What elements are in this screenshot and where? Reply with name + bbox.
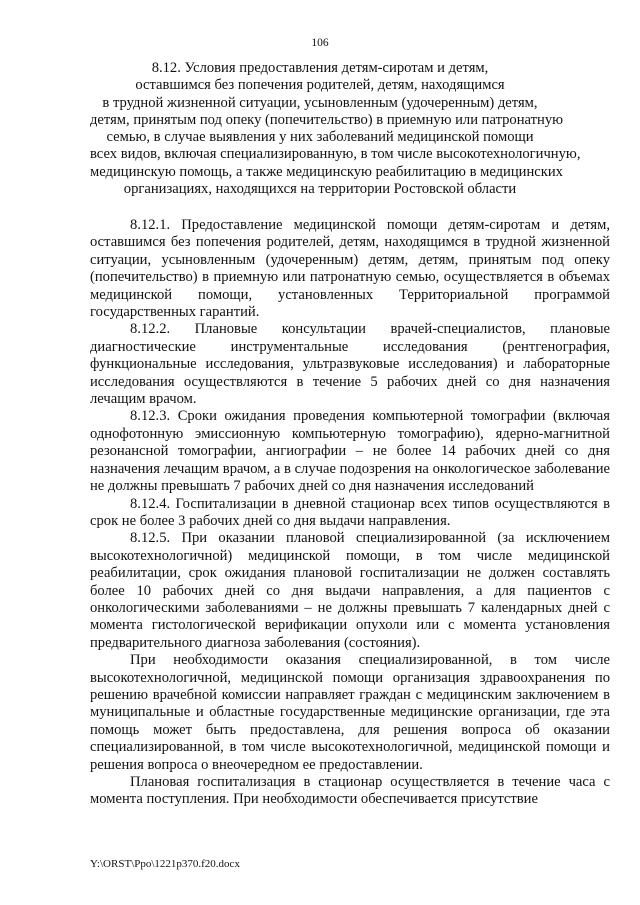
section-heading — [90, 60, 581, 198]
paragraph-8-12-5: 8.12.5. При оказании плановой специализированной (за исключением высокотехнологичной) медицинской помощи, в том числе медицинской реабилитации, срок ожидания плановой госпитализации не должен составлять более 10 рабочих дней со дня выдачи направления, а для пациентов с онкологическими заболеваниями – не должны превышать 7 календарных дней с момента гистологической верификации опухоли или с момента установления предварительного диагноза заболевания (состояния). — [90, 530, 610, 651]
paragraph-8-12-2: 8.12.2. Плановые консультации врачей-специалистов, плановые диагностические инструментальные исследования (рентгенография, функциональные исследования, ультразвуковые исследования) и лабораторные исследования осуществляются в течение 5 рабочих дней со дня назначения лечащим врачом. — [90, 321, 610, 408]
footer-file-path: Y:\ORST\Ppo\1221p370.f20.docx — [90, 858, 240, 870]
paragraph-8-12-3: 8.12.3. Сроки ожидания проведения компьютерной томографии (включая однофотонную эмиссионную компьютерную томографию), ядерно-магнитной резонансной томографии, ангиографии – не более 14 рабочих дней со дня назначения лечащим врачом, а в случае подозрения на онкологическое заболевание не должны превышать 7 рабочих дней со дня назначения исследований — [90, 408, 610, 495]
heading-line: медицинскую помощь, а также медицинскую реабилитацию в медицинских — [90, 163, 563, 180]
paragraph-8-12-4: 8.12.4. Госпитализации в дневной стационар всех типов осуществляются в срок не более 3 рабочих дней со дня выдачи направления. — [90, 495, 610, 529]
heading-line: организациях, находящихся на территории Ростовской области — [123, 181, 517, 198]
page-number: 106 — [311, 37, 329, 49]
paragraph-referral: При необходимости оказания специализированной, в том числе высокотехнологичной, медицинской помощи организация здравоохранения по решению врачебной комиссии направляет граждан с медицинским заключением в муниципальные и областные государственные медицинские организации, где эта помощь может быть предоставлена, для решения вопроса об оказании специализированной, в том числе высокотехнологичной, медицинской помощи и решения вопроса о внеочередном ее предоставлении. — [90, 652, 610, 773]
paragraph-planned-hospitalization: Плановая госпитализация в стационар осуществляется в течение часа с момента поступления. При необходимости обеспечивается присутствие — [90, 774, 610, 808]
heading-line: детям, принятым под опеку (попечительство) в приемную или патронатную — [90, 111, 564, 128]
paragraph-8-12-1: 8.12.1. Предоставление медицинской помощи детям-сиротам и детям, оставшимся без попечения родителей, детям, находящимся в трудной жизненной ситуации, усыновленным (удочеренным) детям, детям, принятым под опеку (попечительство) в приемную или патронатную семью, осуществляется в объемах медицинской помощи, установленных Территориальной программой государственных гарантий. — [90, 217, 610, 321]
body-text — [90, 217, 610, 809]
heading-line: всех видов, включая специализированную, в том числе высокотехнологичную, — [90, 146, 581, 163]
heading-line: оставшимся без попечения родителей, детям, находящимся — [135, 77, 505, 94]
heading-line: семью, в случае выявления у них заболеваний медицинской помощи — [106, 129, 534, 146]
heading-line: 8.12. Условия предоставления детям-сиротам и детям, — [151, 60, 489, 76]
heading-line: в трудной жизненной ситуации, усыновленным (удочеренным) детям, — [102, 94, 538, 111]
